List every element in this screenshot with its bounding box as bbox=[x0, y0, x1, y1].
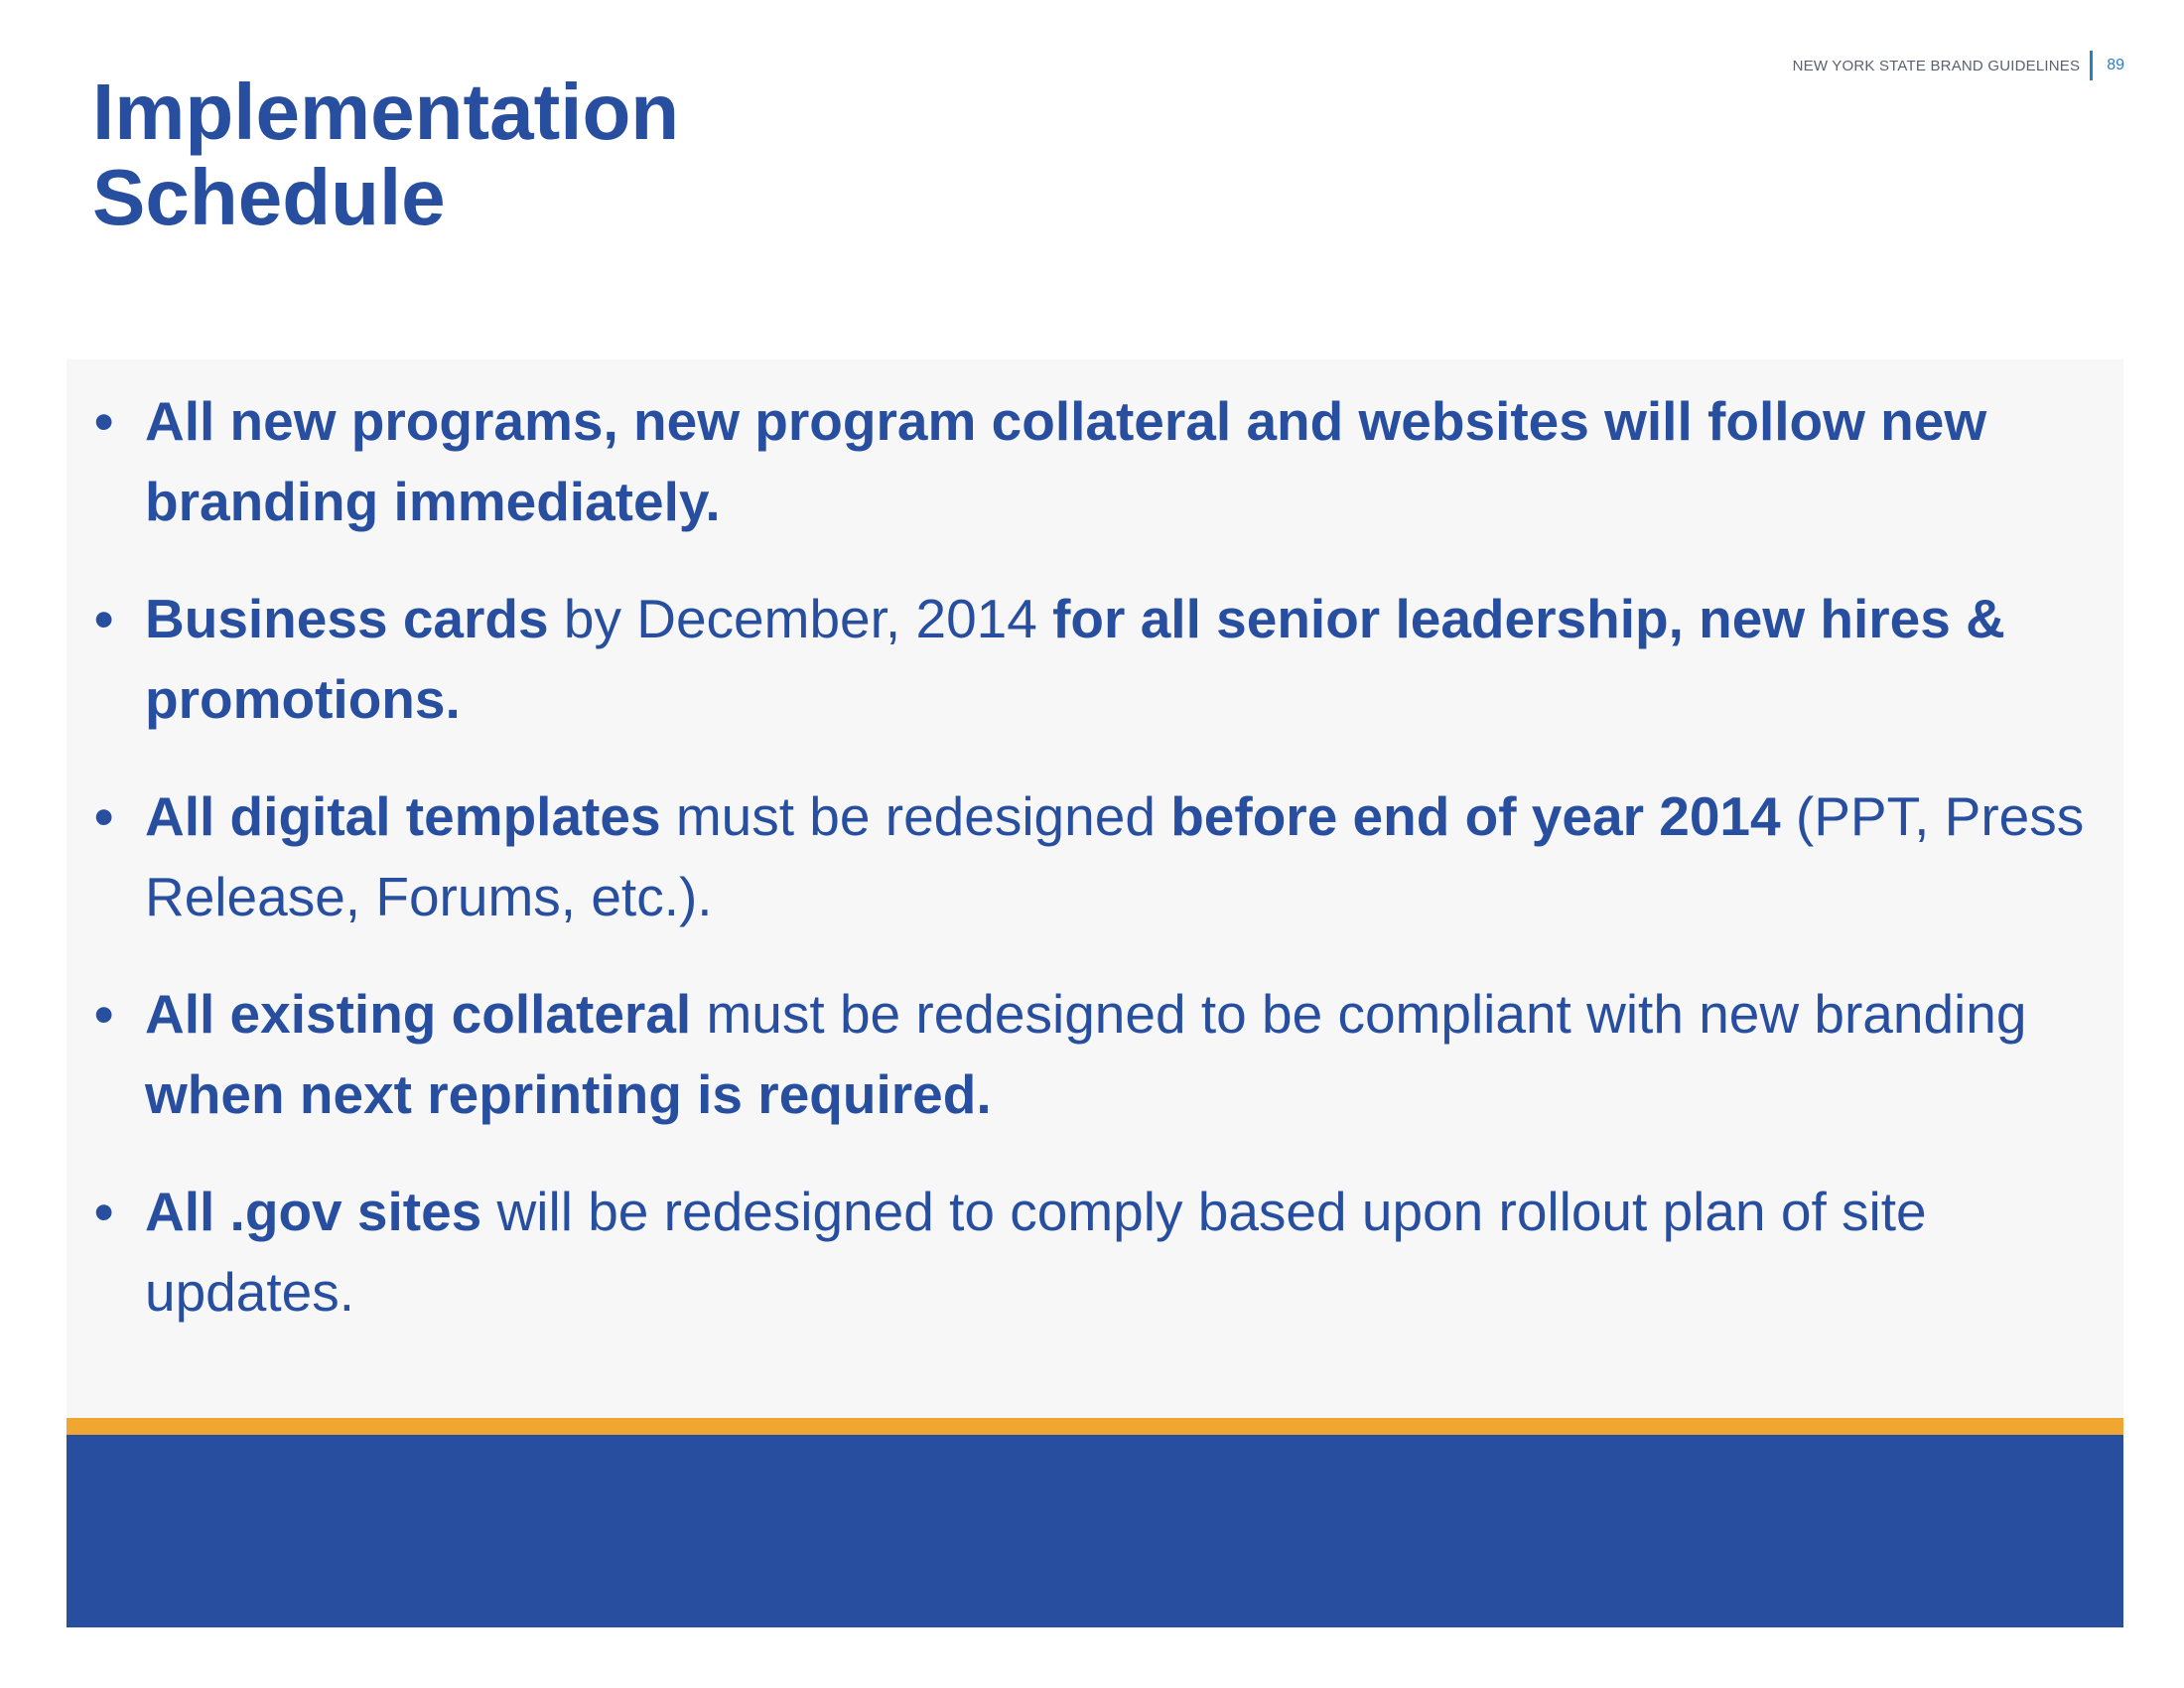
bullet-item-digital-templates bbox=[67, 776, 2123, 937]
bullet-item-new-programs bbox=[67, 381, 2123, 542]
bullet-text: (PPT, Press Release, Forums, etc.). bbox=[145, 785, 2085, 927]
bullet-text: must be redesigned bbox=[660, 785, 1171, 847]
bullet-bold-text: All digital templates bbox=[145, 785, 661, 847]
bullet-list bbox=[67, 381, 2123, 1369]
bullet-item-existing-collateral bbox=[67, 974, 2123, 1135]
bullet-item-gov-sites bbox=[67, 1172, 2123, 1333]
page-number: 89 bbox=[2107, 57, 2124, 73]
page-header bbox=[1793, 50, 2124, 81]
bullet-bold-text: Business cards bbox=[145, 588, 549, 649]
page-title-line-1: Implementation bbox=[92, 68, 680, 156]
page-title-line-2: Schedule bbox=[92, 153, 446, 241]
accent-stripe bbox=[67, 1418, 2123, 1435]
bullet-text: must be redesigned to be compliant with new branding bbox=[691, 983, 2027, 1045]
bullet-bold-text: for all senior leadership, new hires & promotions. bbox=[145, 588, 2005, 730]
bullet-text: by December, 2014 bbox=[548, 588, 1053, 649]
page-title bbox=[92, 70, 679, 240]
bullet-bold-text: All existing collateral bbox=[145, 983, 692, 1045]
bullet-bold-text: when next reprinting is required. bbox=[145, 1063, 992, 1125]
bullet-bold-text: before end of year 2014 bbox=[1170, 785, 1781, 847]
bullet-text: will be redesigned to comply based upon rollout plan of site updates. bbox=[145, 1181, 1927, 1323]
header-divider bbox=[2090, 51, 2093, 80]
document-title: NEW YORK STATE BRAND GUIDELINES bbox=[1792, 57, 2081, 74]
bullet-item-business-cards bbox=[67, 579, 2123, 740]
footer-band bbox=[67, 1435, 2123, 1627]
bullet-bold-text: All new programs, new program collateral and websites will follow new branding immediately. bbox=[145, 390, 1987, 532]
content-panel bbox=[67, 359, 2123, 1418]
bullet-bold-text: All .gov sites bbox=[145, 1181, 482, 1242]
